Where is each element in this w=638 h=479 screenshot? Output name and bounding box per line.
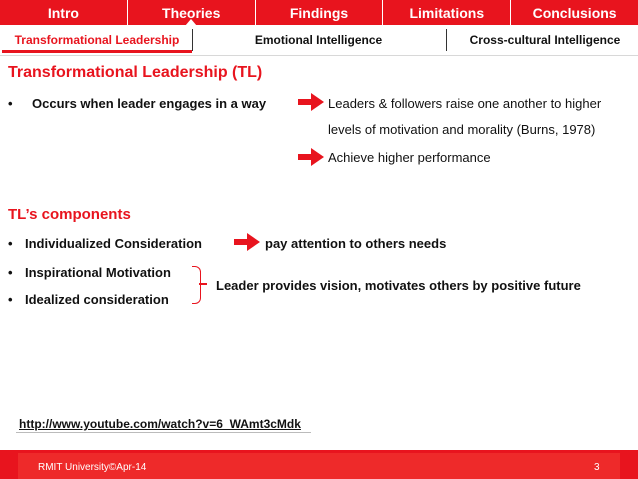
component-result-text: pay attention to others needs [265, 236, 447, 251]
component-individualized: Individualized Consideration [25, 236, 202, 251]
subtab-divider [446, 29, 447, 51]
tab-findings[interactable] [256, 0, 384, 25]
footer-copyright: RMIT University©Apr-14 [38, 462, 147, 473]
bracket-tick [199, 283, 207, 285]
tab-label: Limitations [409, 4, 485, 21]
link-divider [16, 432, 311, 433]
page-number: 3 [594, 462, 600, 473]
tab-label: Theories [162, 4, 221, 21]
section-heading: Transformational Leadership (TL) [8, 64, 263, 81]
subtab-cross-cultural-intelligence[interactable] [452, 26, 638, 54]
sub-nav [0, 26, 638, 54]
subtab-label: Emotional Intelligence [254, 33, 383, 47]
bullet-marker: • [8, 265, 13, 280]
component-idealized: Idealized consideration [25, 292, 169, 307]
tab-limitations[interactable] [383, 0, 511, 25]
youtube-link[interactable]: http://www.youtube.com/watch?v=6_WAmt3cMdk [19, 417, 301, 431]
subtab-transformational-leadership[interactable] [2, 26, 192, 54]
bullet-marker: • [8, 292, 13, 307]
tab-label: Findings [289, 4, 349, 21]
tab-conclusions[interactable] [511, 0, 638, 25]
bullet-marker: • [8, 236, 13, 251]
group-result-text: Leader provides vision, motivates others by positive future [216, 278, 581, 293]
right-arrow-icon [298, 93, 324, 111]
top-nav [0, 0, 638, 25]
right-arrow-icon [234, 233, 260, 251]
right-arrow-icon [298, 148, 324, 166]
tab-label: Conclusions [532, 4, 617, 21]
component-inspirational: Inspirational Motivation [25, 265, 171, 280]
result-text-performance: Achieve higher performance [328, 150, 491, 165]
tl-definition-text: Occurs when leader engages in a way [32, 96, 267, 111]
subtab-label: Cross-cultural Intelligence [469, 33, 621, 47]
subnav-divider [0, 55, 638, 56]
tab-theories[interactable] [128, 0, 256, 25]
result-text-line2: levels of motivation and morality (Burns, 1978) [328, 122, 596, 137]
subtab-emotional-intelligence[interactable] [196, 26, 441, 54]
bullet-marker: • [8, 96, 13, 111]
subtab-divider [192, 29, 193, 51]
components-heading: TL’s components [8, 206, 131, 223]
result-text-line1: Leaders & followers raise one another to higher [328, 96, 602, 111]
tab-label: Intro [47, 4, 79, 21]
tab-intro[interactable] [0, 0, 128, 25]
subtab-label: Transformational Leadership [14, 33, 180, 47]
group-bracket [192, 266, 201, 304]
